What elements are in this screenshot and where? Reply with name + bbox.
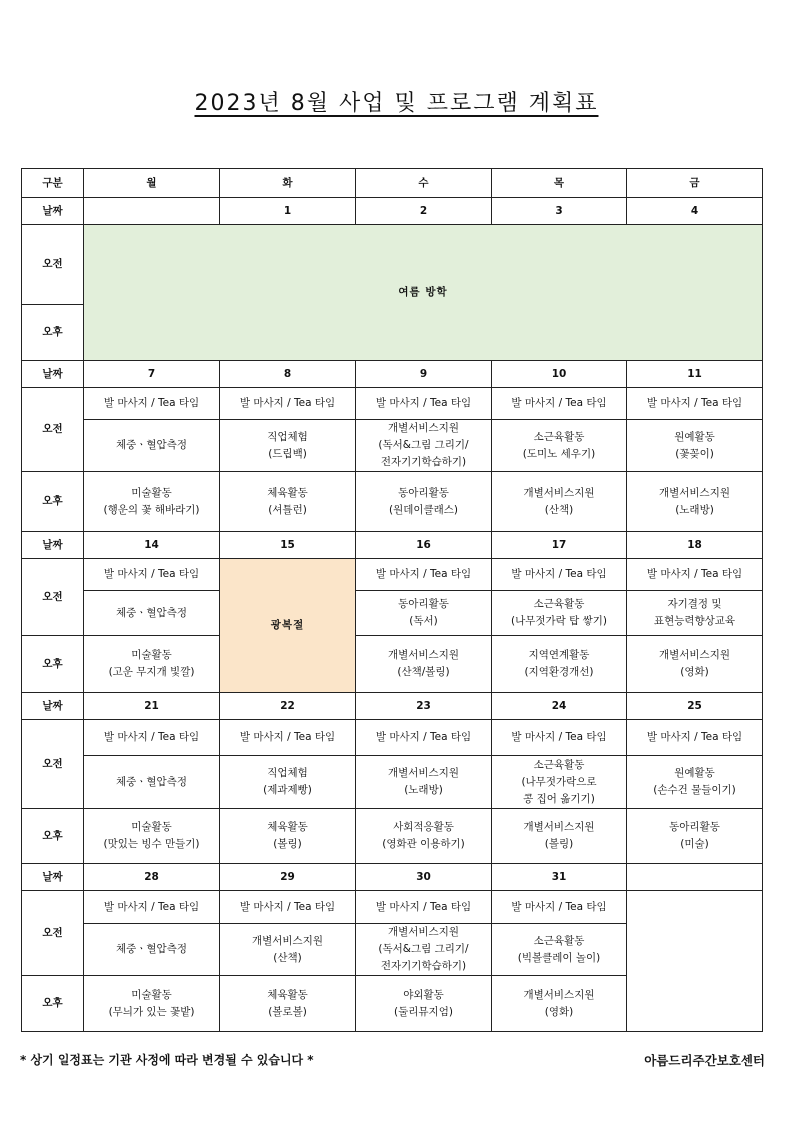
activity-cell: 발 마사지 / Tea 타임 — [492, 891, 627, 924]
date-label: 날짜 — [22, 532, 84, 559]
pm-label: 오후 — [22, 472, 84, 532]
activity-line: 원예활동 — [674, 767, 715, 779]
activity-cell — [220, 976, 356, 1032]
date-cell: 14 — [84, 532, 220, 559]
activity-cell — [356, 756, 492, 809]
activity-cell — [356, 809, 492, 864]
activity-cell — [220, 420, 356, 472]
activity-line: (영화관 이용하기) — [382, 838, 465, 850]
header-label: 구분 — [22, 169, 84, 198]
activity-line: 체육활동 — [267, 988, 308, 1001]
activity-line: 직업체험 — [267, 430, 308, 443]
activity-cell — [220, 756, 356, 809]
activity-cell: 발 마사지 / Tea 타임 — [492, 720, 627, 756]
activity-line: 미술활동 — [131, 649, 172, 661]
date-cell: 9 — [356, 361, 492, 388]
activity-line: 소근육활동 — [533, 430, 585, 443]
pm-label: 오후 — [22, 305, 84, 361]
date-cell: 10 — [492, 361, 627, 388]
activity-line: (손수건 물들이기) — [653, 784, 736, 796]
activity-line: (제과제빵) — [263, 784, 312, 796]
activity-line: (행운의 꽃 해바라기) — [103, 503, 200, 516]
activity-line: (독서&그림 그리기/ — [378, 943, 469, 955]
empty-cell — [627, 891, 763, 1032]
activity-line: (독서&그림 그리기/ — [378, 439, 469, 451]
activity-line: 체육활동 — [267, 486, 308, 499]
activity-cell — [84, 591, 220, 636]
activity-cell: 발 마사지 / Tea 타임 — [220, 891, 356, 924]
date-cell: 1 — [220, 198, 356, 225]
activity-cell — [627, 756, 763, 809]
activity-line: 개별서비스지원 — [523, 988, 595, 1001]
activity-line: (드립백) — [268, 447, 307, 460]
day-header: 목 — [492, 169, 627, 198]
activity-cell — [84, 420, 220, 472]
activity-cell: 발 마사지 / Tea 타임 — [84, 388, 220, 420]
activity-line: 야외활동 — [403, 988, 444, 1001]
date-row — [22, 198, 763, 225]
date-cell: 22 — [220, 693, 356, 720]
date-cell: 3 — [492, 198, 627, 225]
activity-cell — [84, 924, 220, 976]
activity-cell — [220, 472, 356, 532]
activity-cell: 발 마사지 / Tea 타임 — [220, 720, 356, 756]
activity-cell — [84, 809, 220, 864]
activity-line: (미술) — [680, 838, 709, 850]
activity-line: 체육활동 — [267, 821, 308, 833]
activity-cell — [492, 420, 627, 472]
activity-cell — [627, 636, 763, 693]
activity-line: 전자기기학습하기) — [380, 960, 467, 972]
activity-line: (볼로볼) — [268, 1005, 307, 1018]
activity-cell — [492, 756, 627, 809]
activity-line: (고운 무지개 빛깔) — [108, 666, 195, 678]
activity-cell — [492, 809, 627, 864]
activity-line: 미술활동 — [131, 821, 172, 833]
date-cell: 31 — [492, 864, 627, 891]
activity-cell — [356, 636, 492, 693]
activity-line: 동아리활동 — [398, 598, 449, 610]
date-cell: 29 — [220, 864, 356, 891]
pm-label: 오후 — [22, 636, 84, 693]
date-row — [22, 361, 763, 388]
activity-line: 직업체험 — [267, 767, 308, 779]
activity-line: (독서) — [409, 615, 438, 627]
activity-line: 체중ㆍ혈압측정 — [115, 439, 187, 451]
activity-line: (산책) — [544, 503, 574, 516]
activity-line: 콩 집어 옮기기) — [523, 792, 595, 805]
activity-cell: 발 마사지 / Tea 타임 — [84, 720, 220, 756]
date-cell: 25 — [627, 693, 763, 720]
activity-cell: 발 마사지 / Tea 타임 — [356, 891, 492, 924]
activity-line: 사회적응활동 — [393, 821, 454, 833]
activity-line: (노래방) — [675, 503, 714, 516]
activity-cell: 발 마사지 / Tea 타임 — [492, 559, 627, 591]
activity-line: (영화) — [544, 1005, 574, 1018]
activity-line: 체중ㆍ혈압측정 — [115, 943, 187, 955]
activity-cell — [220, 809, 356, 864]
activity-cell: 발 마사지 / Tea 타임 — [84, 891, 220, 924]
activity-cell — [492, 976, 627, 1032]
schedule-table — [21, 168, 763, 1032]
activity-cell: 발 마사지 / Tea 타임 — [492, 388, 627, 420]
activity-cell — [356, 420, 492, 472]
activity-line: 미술활동 — [131, 486, 172, 499]
date-cell — [627, 864, 763, 891]
activity-line: 개별서비스지원 — [251, 934, 323, 947]
activity-line: (무늬가 있는 꽃밭) — [108, 1005, 195, 1018]
activity-cell: 발 마사지 / Tea 타임 — [356, 559, 492, 591]
activity-line: (나무젓가락으로 — [521, 775, 597, 788]
activity-line: (맛있는 빙수 만들기) — [103, 838, 200, 850]
activity-line: (나무젓가락 탑 쌓기) — [510, 615, 607, 627]
activity-cell — [492, 472, 627, 532]
organization-name: 아름드리주간보호센터 — [644, 1053, 765, 1068]
activity-line: 동아리활동 — [669, 821, 720, 833]
date-label: 날짜 — [22, 864, 84, 891]
date-cell: 2 — [356, 198, 492, 225]
am-label: 오전 — [22, 388, 84, 472]
footer-note: * 상기 일정표는 기관 사정에 따라 변경될 수 있습니다 * — [20, 1053, 314, 1067]
activity-cell: 발 마사지 / Tea 타임 — [220, 388, 356, 420]
activity-cell — [627, 591, 763, 636]
holiday-cell: 광복절 — [220, 559, 356, 693]
activity-line: (셔틀런) — [268, 503, 307, 516]
activity-line: 소근육활동 — [533, 934, 585, 947]
activity-line: (볼링) — [273, 838, 302, 850]
activity-cell — [627, 472, 763, 532]
activity-cell — [84, 636, 220, 693]
activity-line: 지역연계활동 — [528, 649, 590, 661]
activity-line: (꽃꽂이) — [675, 447, 714, 460]
activity-line: (도미노 세우기) — [522, 447, 596, 460]
date-cell: 30 — [356, 864, 492, 891]
activity-line: 미술활동 — [131, 988, 172, 1001]
activity-cell: 발 마사지 / Tea 타임 — [356, 388, 492, 420]
activity-line: 개별서비스지원 — [523, 821, 595, 833]
activity-cell: 발 마사지 / Tea 타임 — [627, 388, 763, 420]
date-cell: 24 — [492, 693, 627, 720]
activity-cell: 발 마사지 / Tea 타임 — [627, 559, 763, 591]
activity-line: 표현능력향상교육 — [653, 615, 736, 627]
activity-line: (볼링) — [544, 838, 574, 850]
activity-line: (영화) — [680, 666, 709, 678]
day-header: 화 — [220, 169, 356, 198]
activity-line: 원예활동 — [674, 430, 715, 443]
activity-line: 자기결정 및 — [667, 598, 722, 610]
page-title: 2023년 8월 사업 및 프로그램 계획표 — [194, 91, 599, 116]
am-label: 오전 — [22, 559, 84, 636]
date-cell — [84, 198, 220, 225]
date-cell: 4 — [627, 198, 763, 225]
activity-line: 개별서비스지원 — [387, 926, 459, 938]
activity-cell: 발 마사지 / Tea 타임 — [627, 720, 763, 756]
activity-line: (산책/볼링) — [397, 666, 450, 678]
date-row — [22, 532, 763, 559]
activity-cell — [356, 924, 492, 976]
activity-line: 개별서비스지원 — [658, 649, 730, 661]
activity-line: 체중ㆍ혈압측정 — [115, 775, 187, 788]
date-cell: 21 — [84, 693, 220, 720]
activity-cell — [356, 591, 492, 636]
date-cell: 11 — [627, 361, 763, 388]
activity-line: (산책) — [273, 951, 302, 964]
activity-cell — [220, 924, 356, 976]
date-cell: 8 — [220, 361, 356, 388]
activity-line: 개별서비스지원 — [387, 422, 459, 434]
activity-cell: 발 마사지 / Tea 타임 — [356, 720, 492, 756]
activity-cell — [84, 976, 220, 1032]
activity-cell — [84, 756, 220, 809]
date-label: 날짜 — [22, 361, 84, 388]
activity-cell — [356, 472, 492, 532]
activity-cell — [627, 809, 763, 864]
pm-label: 오후 — [22, 976, 84, 1032]
summer-vacation-cell: 여름 방학 — [84, 225, 763, 361]
activity-cell — [627, 420, 763, 472]
date-cell: 18 — [627, 532, 763, 559]
day-header: 금 — [627, 169, 763, 198]
activity-line: 개별서비스지원 — [658, 486, 730, 499]
am-label: 오전 — [22, 720, 84, 809]
activity-cell — [492, 636, 627, 693]
activity-cell: 발 마사지 / Tea 타임 — [84, 559, 220, 591]
activity-line: (빅볼클레이 놀이) — [517, 951, 601, 964]
date-cell: 7 — [84, 361, 220, 388]
am-label: 오전 — [22, 891, 84, 976]
activity-line: 소근육활동 — [533, 758, 585, 771]
activity-cell — [356, 976, 492, 1032]
activity-line: 개별서비스지원 — [387, 649, 459, 661]
date-row — [22, 693, 763, 720]
date-label: 날짜 — [22, 693, 84, 720]
activity-line: (노래방) — [404, 784, 443, 796]
activity-line: 체중ㆍ혈압측정 — [115, 606, 187, 619]
activity-cell — [492, 924, 627, 976]
activity-line: 전자기기학습하기) — [380, 456, 467, 468]
date-cell: 17 — [492, 532, 627, 559]
header-row — [22, 169, 763, 198]
date-cell: 15 — [220, 532, 356, 559]
activity-line: 개별서비스지원 — [523, 486, 595, 499]
activity-line: (둘리뮤지엄) — [394, 1005, 453, 1018]
am-label: 오전 — [22, 225, 84, 305]
activity-line: (원데이클래스) — [388, 503, 459, 516]
activity-cell — [492, 591, 627, 636]
activity-line: (지역환경개선) — [524, 666, 594, 678]
date-cell: 28 — [84, 864, 220, 891]
date-cell: 23 — [356, 693, 492, 720]
date-cell: 16 — [356, 532, 492, 559]
activity-line: 소근육활동 — [533, 598, 585, 610]
day-header: 월 — [84, 169, 220, 198]
date-row — [22, 864, 763, 891]
pm-label: 오후 — [22, 809, 84, 864]
activity-cell — [84, 472, 220, 532]
day-header: 수 — [356, 169, 492, 198]
activity-line: 개별서비스지원 — [387, 767, 459, 779]
date-label: 날짜 — [22, 198, 84, 225]
activity-line: 동아리활동 — [398, 486, 449, 499]
